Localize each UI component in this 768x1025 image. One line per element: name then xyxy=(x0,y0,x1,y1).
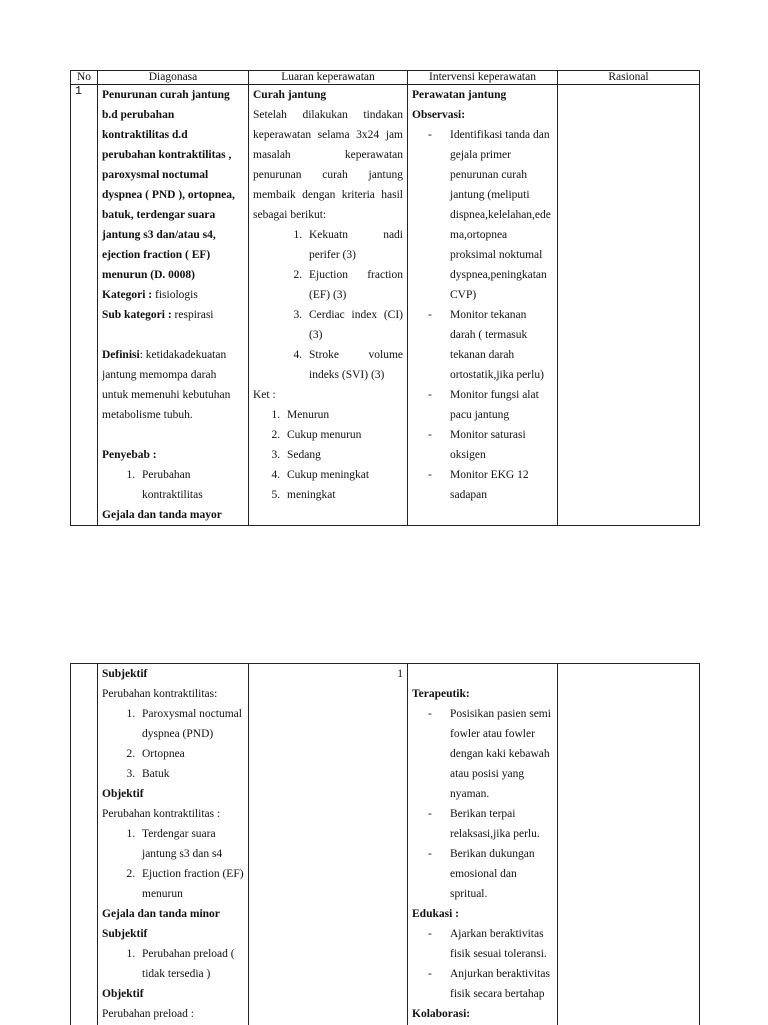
subjektif2-list xyxy=(102,944,244,984)
intervensi-cell-cont xyxy=(408,664,558,1025)
kolaborasi-label: Kolaborasi: xyxy=(412,1008,471,1020)
terapeutik-label: Terapeutik: xyxy=(412,688,470,700)
list-item: 4. Stroke volume indeks (SVI) (3) xyxy=(305,345,403,385)
rasional-cell xyxy=(558,85,700,526)
header-no: No xyxy=(71,71,98,85)
diagnosa-cell-cont xyxy=(98,664,249,1025)
list-item: 4. Cukup meningkat xyxy=(283,465,403,485)
list-item: - Identifikasi tanda dan gejala primer penurunan curah jantung (meliputi dispnea,kelelahan,ede ma,ortopnea proksimal noktumal dyspnea,peningkatan CVP) xyxy=(442,125,553,305)
list-item: 3. Cerdiac index (CI) (3) xyxy=(305,305,403,345)
objektif-list xyxy=(102,824,244,904)
row-number: 1 xyxy=(71,85,98,526)
luaran-title: Curah jantung xyxy=(253,89,327,101)
gejala-mayor-label: Gejala dan tanda mayor xyxy=(102,509,222,521)
intervensi-cell xyxy=(408,85,558,526)
penyebab-list xyxy=(102,465,244,505)
list-item: - Monitor fungsi alat pacu jantung xyxy=(442,385,553,425)
diagnosa-title: Penurunan curah jantung b.d perubahan kontraktilitas d.d perubahan kontraktilitas , paroxysmal noctumal dyspnea ( PND ), ortopnea, batuk, terdengar suara jantung s3 dan/atau s4, ejection fraction ( EF) menurun (D. 0008) xyxy=(102,89,235,281)
observasi-list xyxy=(412,125,553,505)
header-intervensi: Intervensi keperawatan xyxy=(408,71,558,85)
header-rasional: Rasional xyxy=(558,71,700,85)
penyebab-label: Penyebab : xyxy=(102,449,157,461)
definisi: Definisi: ketidakadekuatan jantung memompa darah untuk memenuhi kebutuhan metabolisme tubuh. xyxy=(102,349,231,421)
sub-kategori: Sub kategori : respirasi xyxy=(102,309,214,321)
luaran-text: Setelah dilakukan tindakan keperawatan selama 3x24 jam masalah keperawatan penurunan curah jantung membaik dengan kriteria hasil sebagai berikut: xyxy=(253,109,403,221)
subjektif-label: Subjektif xyxy=(102,668,148,680)
list-item: - Berikan terpai relaksasi,jika perlu. xyxy=(442,804,553,844)
list-item: 1. Paroxysmal noctumal dyspnea (PND) xyxy=(138,704,244,744)
objektif-intro: Perubahan kontraktilitas : xyxy=(102,808,221,820)
header-diagnosa: Diagonasa xyxy=(98,71,249,85)
luaran-cell-cont xyxy=(249,664,408,1025)
list-item: - Ajarkan beraktivitas fisik sesuai toleransi. xyxy=(442,924,553,964)
list-item: - Posisikan pasien semi fowler atau fowler dengan kaki kebawah atau posisi yang nyaman. xyxy=(442,704,553,804)
terapeutik-list xyxy=(412,704,553,904)
gejala-minor-label: Gejala dan tanda minor xyxy=(102,908,220,920)
list-item: - Berikan dukungan emosional dan spritual. xyxy=(442,844,553,904)
rasional-cell-cont xyxy=(558,664,700,1025)
page-number: 1 xyxy=(397,668,403,680)
row-number-empty xyxy=(71,664,98,1025)
care-plan-table-page2 xyxy=(70,663,700,1025)
subjektif-intro: Perubahan kontraktilitas: xyxy=(102,688,218,700)
list-item: 1. Perubahan preload ( tidak tersedia ) xyxy=(138,944,244,984)
objektif-label: Objektif xyxy=(102,788,144,800)
kriteria-list xyxy=(253,225,403,385)
objektif2-intro: Perubahan preload : xyxy=(102,1008,194,1020)
observasi-label: Observasi: xyxy=(412,109,466,121)
list-item: - Monitor EKG 12 sadapan xyxy=(442,465,553,505)
list-item: 1. Menurun xyxy=(283,405,403,425)
table-row xyxy=(71,85,700,526)
list-item: 2. Ejuction fraction (EF) (3) xyxy=(305,265,403,305)
list-item: 3. Batuk xyxy=(138,764,244,784)
table-row xyxy=(71,664,700,1025)
objektif2-label: Objektif xyxy=(102,988,144,1000)
ket-label: Ket : xyxy=(253,389,276,401)
list-item: - Anjurkan beraktivitas fisik secara bertahap xyxy=(442,964,553,1004)
kategori: Kategori : fisiologis xyxy=(102,289,198,301)
list-item: 2. Ortopnea xyxy=(138,744,244,764)
list-item: - Monitor saturasi oksigen xyxy=(442,425,553,465)
edukasi-list xyxy=(412,924,553,1004)
list-item: 5. meningkat xyxy=(283,485,403,505)
care-plan-table-page1 xyxy=(70,70,700,526)
header-luaran: Luaran keperawatan xyxy=(249,71,408,85)
intervensi-title: Perawatan jantung xyxy=(412,89,507,101)
luaran-cell xyxy=(249,85,408,526)
list-item: 2. Cukup menurun xyxy=(283,425,403,445)
list-item: - Monitor tekanan darah ( termasuk tekanan darah ortostatik,jika perlu) xyxy=(442,305,553,385)
list-item: 1. Terdengar suara jantung s3 dan s4 xyxy=(138,824,244,864)
subjektif2-label: Subjektif xyxy=(102,928,148,940)
list-item: 1. Perubahan kontraktilitas xyxy=(138,465,244,505)
edukasi-label: Edukasi : xyxy=(412,908,459,920)
subjektif-list xyxy=(102,704,244,784)
ket-list xyxy=(253,405,403,505)
table-header-row xyxy=(71,71,700,85)
list-item: 3. Sedang xyxy=(283,445,403,465)
diagnosa-cell xyxy=(98,85,249,526)
list-item: 1. Kekuatn nadi perifer (3) xyxy=(305,225,403,265)
list-item: 2. Ejuction fraction (EF) menurun xyxy=(138,864,244,904)
